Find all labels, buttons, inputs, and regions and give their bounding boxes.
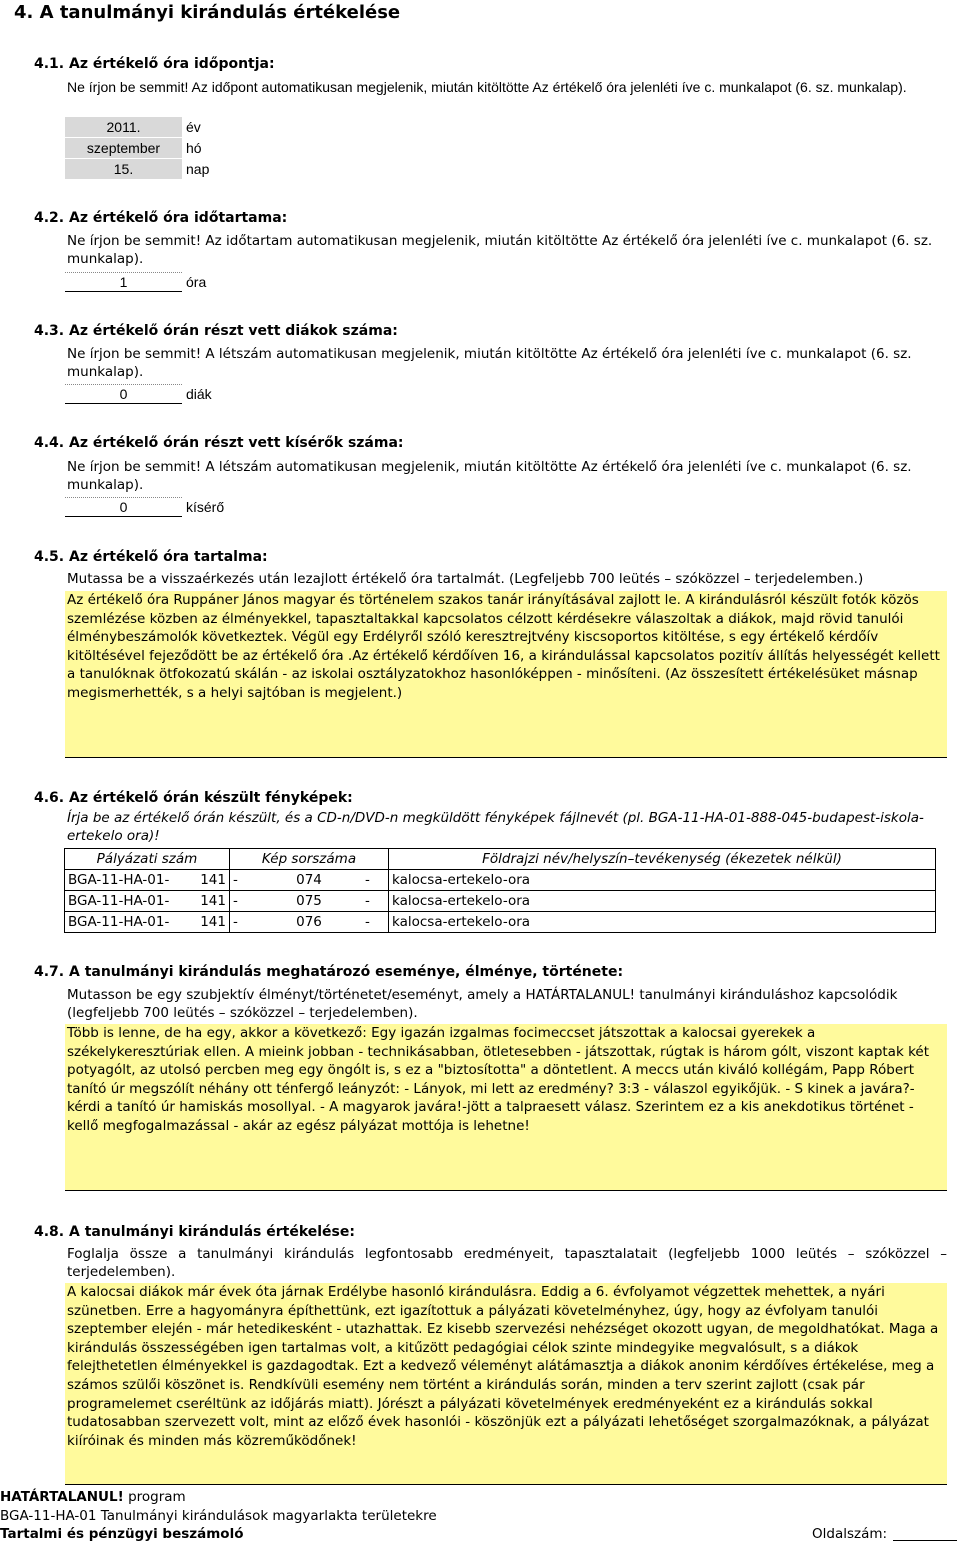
section-4-6-note: Írja be az értékelő órán készült, és a CD-n/DVD-n megküldött fényképek fájlnevét (pl. BGA-11-HA-01-888-045-budapest-iskola-ertekelo ora)! [67,810,924,844]
footer-program [0,1489,186,1505]
col-header-application-number: Pályázati szám [65,849,230,870]
section-4-8-note: Foglalja össze a tanulmányi kirándulás legfontosabb eredményeit, tapasztalatait (legfeljebb 1000 leütés – szóközzel – terjedelemben). [67,1246,947,1280]
year-value: 2011. [65,117,182,137]
day-value: 15. [65,159,182,179]
day-unit: nap [186,161,210,177]
escorts-value: 0 [65,498,182,517]
section-4-1-title: 4.1. Az értékelő óra időpontja: [34,56,275,72]
section-4-2-note: Ne írjon be semmit! Az időtartam automatikusan megjelenik, miután kitöltötte Az értékelő óra jelenléti íve c. munkalapot (6. sz. munkalap). [67,233,933,267]
section-4-3-title: 4.3. Az értékelő órán részt vett diákok száma: [34,323,398,339]
section-4-8-title: 4.8. A tanulmányi kirándulás értékelése: [34,1224,355,1240]
col-header-image-number: Kép sorszáma [230,849,389,870]
section-4-7-title: 4.7. A tanulmányi kirándulás meghatározó eseménye, élménye, története: [34,964,624,980]
footer-report-title: Tartalmi és pénzügyi beszámoló [0,1526,244,1542]
duration-value: 1 [65,273,182,292]
cell-num: 141 [191,912,229,933]
escorts-unit: kísérő [186,499,225,515]
cell-location: kalocsa-ertekelo-ora [389,870,936,891]
table-row [65,912,936,933]
footer-project: BGA-11-HA-01 Tanulmányi kirándulások magyarlakta területekre [0,1508,437,1524]
footer-brand: HATÁRTALANUL! [0,1489,124,1505]
section-4-4-note: Ne írjon be semmit! A létszám automatikusan megjelenik, miután kitöltötte Az értékelő óra jelenléti íve c. munkalapot (6. sz. munkalap). [67,459,912,493]
cell-image-number: 075 [256,891,362,912]
cell-num: 141 [191,870,229,891]
cell-sep: - [230,870,257,891]
cell-location: kalocsa-ertekelo-ora [389,891,936,912]
footer-program-word: program [123,1489,186,1505]
section-4-7-note: Mutasson be egy szubjektív élményt/történetet/eseményt, amely a HATÁRTALANUL! tanulmányi kiránduláshoz kapcsolódik (legfeljebb 700 leütés – szóközzel – terjedelemben). [67,987,898,1021]
month-value: szeptember [65,138,182,158]
page-number-label: Oldalszám: [812,1526,888,1542]
year-unit: év [186,119,201,135]
section-4-5-note: Mutassa be a visszaérkezés után lezajlott értékelő óra tartalmát. (Legfeljebb 700 leütés – szóközzel – terjedelemben.) [67,571,864,587]
cell-sep: - [230,891,257,912]
section-4-3-note: Ne írjon be semmit! A létszám automatikusan megjelenik, miután kitöltötte Az értékelő óra jelenléti íve c. munkalapot (6. sz. munkalap). [67,346,912,380]
section-4-1-note: Ne írjon be semmit! Az időpont automatikusan megjelenik, miután kitöltötte Az értékelő óra jelenléti íve c. munkalapot (6. sz. munkalap). [67,79,907,95]
photos-table-header [65,849,936,870]
page-title: 4. A tanulmányi kirándulás értékelése [14,2,401,23]
page-number-line [893,1540,957,1541]
table-row [65,891,936,912]
section-4-4-title: 4.4. Az értékelő órán részt vett kísérők száma: [34,435,404,451]
cell-sep: - [362,870,389,891]
cell-code: BGA-11-HA-01- [65,891,192,912]
duration-unit: óra [186,274,207,290]
photos-table [64,848,936,933]
table-row [65,870,936,891]
cell-sep: - [362,891,389,912]
cell-image-number: 074 [256,870,362,891]
cell-sep: - [362,912,389,933]
cell-code: BGA-11-HA-01- [65,912,192,933]
cell-location: kalocsa-ertekelo-ora [389,912,936,933]
evaluation-summary-text[interactable]: A kalocsai diákok már évek óta járnak Erdélybe hasonló kirándulásra. Eddig a 6. évfolyamot végzettek mehettek, a nyári szünetben. Erre a hagyományra építhettünk, ezt igazítottuk a pályázati követelményhez, úgy, hogy az évfolyam tanulói szeptember elején - már hetedikesként - utazhattak. Ez kisebb szervezési nehézséget okozott ugyan, de megoldhatókat. Maga a kirándulás összességében igen tartalmas volt, a kitűzött pedagógiai célok szinte mindegyike megvalósult, s a diákok felejthetetlen élményekkel is gazdagodtak. Ezt a kedvező véleményt alátámasztja a diákok anonim kérdőíves értékelése, meg a számos szülői köszönet is. Rendkívüli esemény nem történt a kirándulás során, minden a terv szerint zajlott (csak pár programelemet cseréltünk az időjárás miatt). Jórészt a pályázati követelmények eredményeként ez a kirándulás sokkal tudatosabban szervezett volt, mint az előző évek hasonlói - köszönjük ezt a pályázati lehetőséget szorgalmazóknak, a pályázat kiíróinak és minden más közreműködőnek! [65,1283,947,1485]
evaluation-content-text[interactable]: Az értékelő óra Ruppáner János magyar és történelem szakos tanár irányításával zajlott le. A kirándulásról készült fotók közös szemlézése közben az élményekkel, tapasztaltakkal kapcsolatos célzott kérdésekre válaszoltak a diákok, majd rövid tanulói élménybeszámolók következtek. Végül egy Erdélyről szóló keresztrejtvény kiscsoportos kitöltése, s egy értékelő kérdőív kitöltésével fejeződött be az értékelő óra .Az értékelő kérdőíven 16, a kirándulással kapcsolatos pozitív állítás helyességét kellett a tanulóknak ötfokozatú skálán - az iskolai osztályzatokhoz hasonlóképpen - minősíteni. (Az összesített értékelésüket másnap megismerhették, s a helyi sajtóban is megjelent.) [65,591,947,758]
cell-image-number: 076 [256,912,362,933]
story-text[interactable]: Több is lenne, de ha egy, akkor a következő: Egy igazán izgalmas focimeccset játszottak a kalocsai gyerekek a székelykeresztúriak ellen. A mieink jobban - technikásabban, ötletesebben - játszottak, rúgtak is három gólt, viszont kaptak két potyagólt, az utolsó percben meg egy öngólt is, s ez a "biztosította" a döntetlent. A meccs után kiváló kollégám, Papp Róbert tanító úr megszólít néhány ott ténfergő leányzót: - Lányok, mi lett az eredmény? 3:3 - válaszol egyikőjük. - S kinek a javára?- kérdi a tanító úr hamiskás mosollyal. - A magyarok javára!-jött a talpraesett válasz. Szerintem ez a kis anekdotikus történet - kellő megfogalmazással - akár az egész pályázat mottója is lehetne! [65,1024,947,1191]
section-4-5-title: 4.5. Az értékelő óra tartalma: [34,549,268,565]
cell-code: BGA-11-HA-01- [65,870,192,891]
cell-num: 141 [191,891,229,912]
section-4-6-title: 4.6. Az értékelő órán készült fényképek: [34,790,353,806]
month-unit: hó [186,140,202,156]
col-header-location: Földrajzi név/helyszín–tevékenység (ékezetek nélkül) [389,849,936,870]
students-unit: diák [186,386,212,402]
cell-sep: - [230,912,257,933]
section-4-2-title: 4.2. Az értékelő óra időtartama: [34,210,288,226]
students-value: 0 [65,385,182,404]
